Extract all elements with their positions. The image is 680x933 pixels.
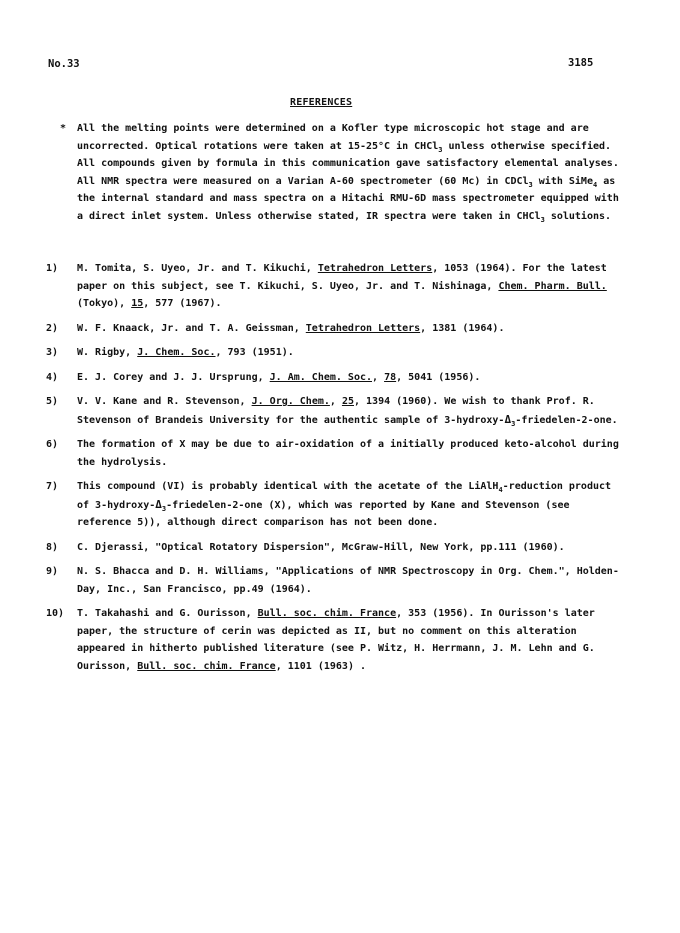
reference-number: 7) — [46, 481, 59, 492]
reference-text: C. Djerassi, "Optical Rotatory Dispersion", McGraw-Hill, New York, pp.111 (1960). — [77, 541, 565, 553]
reference-9 — [46, 563, 626, 598]
reference-number: 3) — [46, 347, 59, 358]
reference-text: This compound (VI) is probably identical with the acetate of the LiAlH$_4$-reduction product of $3-hydroxy-\Delta_3-friedelen-2$-one (X), which was reported by Kane and Stevenson (see reference 5)), although direct comparison has not been done. — [77, 481, 612, 528]
reference-8 — [46, 539, 626, 557]
reference-3 — [46, 344, 626, 362]
reference-5 — [46, 393, 626, 429]
reference-text: V. V. Kane and R. Stevenson, J. Org. Chem., 25, 1394 (1960). We wish to thank Prof. R. Stevenson of Brandeis University for the authentic sample of $3-hydroxy-\Delta_3-friedelen-2$-one. — [77, 396, 618, 428]
journal-name: Bull. soc. chim. France — [257, 608, 397, 619]
journal-name: J. Org. Chem. — [251, 396, 330, 407]
reference-4 — [46, 369, 626, 387]
general-note — [60, 120, 620, 225]
reference-text: N. S. Bhacca and D. H. Williams, "Applications of NMR Spectroscopy in Org. Chem.", Holden-Day, Inc., San Francisco, pp.49 (1964). — [77, 566, 619, 595]
reference-number: 5) — [46, 396, 59, 407]
journal-name: Bull. soc. chim. France — [137, 660, 276, 672]
reference-text: W. F. Knaack, Jr. and T. A. Geissman, Tetrahedron Letters, 1381 (1964). — [77, 322, 505, 334]
journal-name: J. Chem. Soc. — [137, 347, 216, 358]
reference-text: W. Rigby, J. Chem. Soc., 793 (1951). — [77, 347, 294, 358]
journal-number: No.33 — [48, 58, 80, 70]
volume-number: 78 — [384, 371, 397, 383]
reference-text: The formation of X may be due to air-oxidation of a initially produced keto-alcohol during the hydrolysis. — [77, 439, 619, 468]
delta-symbol: Δ — [155, 497, 162, 511]
journal-name: Tetrahedron Letters — [305, 322, 421, 334]
reference-1 — [46, 260, 626, 313]
references-title: REFERENCES — [290, 97, 353, 108]
reference-list — [46, 260, 626, 682]
reference-text: T. Takahashi and G. Ourisson, Bull. soc. chim. France, 353 (1956). In Ourisson's later paper, the structure of cerin was depicted as II, but no comment on this alteration appeared in hitherto published literature (see P. Witz, H. Herrmann, J. M. Lehn and G. Ourisson, Bull. soc. chim. France, 1101 (1963) . — [77, 608, 595, 672]
reference-number: 10) — [46, 608, 65, 619]
volume-number: 15 — [131, 298, 144, 309]
reference-10 — [46, 605, 626, 675]
journal-name: Chem. Pharm. Bull. — [498, 280, 607, 292]
reference-2 — [46, 320, 626, 338]
general-note-text: All the melting points were determined on a Kofler type microscopic hot stage and are uncorrected. Optical rotations were taken at 15-25°C in CHCl$_3$ unless otherwise specified. All compounds given by formula in this communication gave satisfactory elemental analyses. All NMR spectra were measured on a Varian A-60 spectrometer (60 Mc) in CDCl$_3$ with SiMe$_4$ as the internal standard and mass spectra on a Hitachi RMU-6D mass spectrometer equipped with a direct inlet system. Unless otherwise stated, IR spectra were taken in CHCl$_3$ solutions. — [77, 123, 619, 224]
journal-name: Tetrahedron Letters — [317, 263, 433, 274]
footnote-marker: * — [60, 123, 67, 134]
page-number: 3185 — [568, 57, 594, 69]
reference-number: 8) — [46, 541, 59, 553]
reference-number: 4) — [46, 371, 59, 383]
reference-text: E. J. Corey and J. J. Ursprung, J. Am. Chem. Soc., 78, 5041 (1956). — [77, 371, 481, 383]
reference-7 — [46, 478, 626, 532]
journal-name: J. Am. Chem. Soc. — [269, 371, 373, 383]
volume-number: 25 — [341, 396, 354, 407]
reference-number: 9) — [46, 566, 59, 577]
delta-symbol: Δ — [504, 412, 512, 426]
reference-number: 6) — [46, 439, 59, 450]
reference-number: 1) — [46, 263, 59, 274]
reference-number: 2) — [46, 322, 59, 334]
reference-text: M. Tomita, S. Uyeo, Jr. and T. Kikuchi, Tetrahedron Letters, 1053 (1964). For the latest paper on this subject, see T. Kikuchi, S. Uyeo, Jr. and T. Nishinaga, Chem. Pharm. Bull. (Tokyo), 15, 577 (1967). — [77, 263, 607, 309]
reference-6 — [46, 436, 626, 471]
